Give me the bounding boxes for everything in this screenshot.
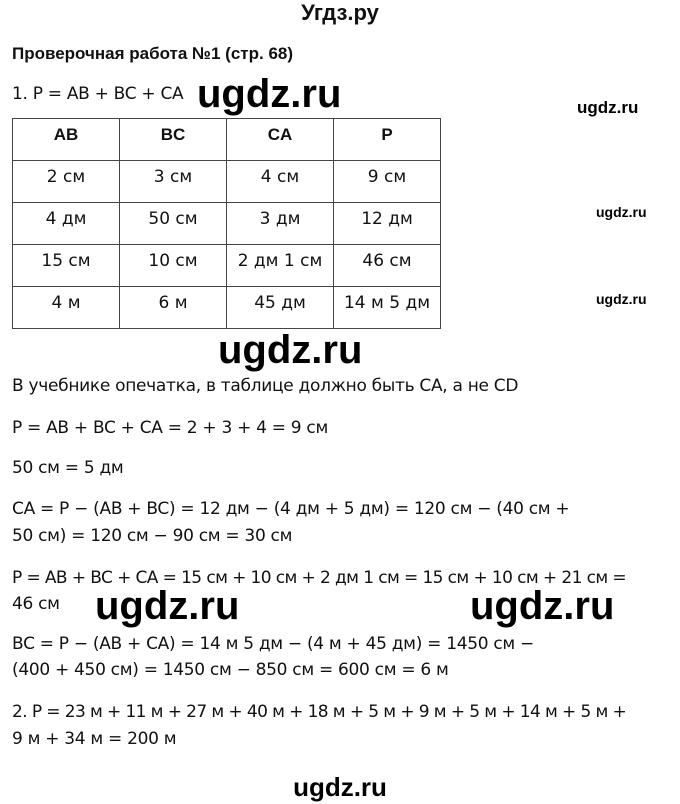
watermark: ugdz.ru bbox=[596, 291, 647, 307]
text-line: P = AB + BC + CA = 2 + 3 + 4 = 9 см bbox=[12, 418, 328, 438]
sides-table bbox=[12, 118, 441, 329]
formula-1: 1. P = AB + BC + CA bbox=[12, 84, 184, 104]
cell: 12 дм bbox=[334, 203, 441, 245]
text-line: CA = P − (AB + BC) = 12 дм − (4 дм + 5 дм) = 120 см − (40 см + bbox=[12, 499, 570, 519]
header-ca: CA bbox=[227, 119, 334, 161]
text-line: 50 см = 5 дм bbox=[12, 458, 124, 478]
table-row bbox=[13, 287, 441, 329]
watermark: ugdz.ru bbox=[197, 72, 342, 116]
header-p: P bbox=[334, 119, 441, 161]
cell: 45 дм bbox=[227, 287, 334, 329]
header-bc: BC bbox=[120, 119, 227, 161]
text-line: 46 см bbox=[12, 594, 60, 614]
text-line: (400 + 450 см) = 1450 см − 850 см = 600 см = 6 м bbox=[12, 660, 449, 680]
watermark: ugdz.ru bbox=[596, 204, 647, 220]
page-title: Проверочная работа №1 (стр. 68) bbox=[12, 44, 294, 63]
cell: 14 м 5 дм bbox=[334, 287, 441, 329]
text-line: BC = P − (AB + CA) = 14 м 5 дм − (4 м + 45 дм) = 1450 см − bbox=[12, 634, 534, 654]
table-row bbox=[13, 245, 441, 287]
cell: 6 м bbox=[120, 287, 227, 329]
text-line: 2. P = 23 м + 11 м + 27 м + 40 м + 18 м + 5 м + 9 м + 5 м + 14 м + 5 м + bbox=[12, 702, 627, 722]
cell: 4 дм bbox=[13, 203, 120, 245]
cell: 3 см bbox=[120, 161, 227, 203]
text-line: 50 см) = 120 см − 90 см = 30 см bbox=[12, 526, 293, 546]
cell: 2 дм 1 см bbox=[227, 245, 334, 287]
watermark: ugdz.ru bbox=[577, 98, 639, 117]
cell: 4 см bbox=[227, 161, 334, 203]
watermark: ugdz.ru bbox=[218, 328, 363, 372]
site-header: Угдз.ру bbox=[301, 0, 379, 25]
cell: 9 см bbox=[334, 161, 441, 203]
cell: 15 см bbox=[13, 245, 120, 287]
text-line: P = AB + BC + CA = 15 см + 10 см + 2 дм 1 см = 15 см + 10 см + 21 см = bbox=[12, 568, 627, 588]
cell: 4 м bbox=[13, 287, 120, 329]
cell: 46 см bbox=[334, 245, 441, 287]
header-ab: AB bbox=[13, 119, 120, 161]
text-line: В учебнике опечатка, в таблице должно быть CA, а не CD bbox=[12, 376, 519, 396]
table-row bbox=[13, 203, 441, 245]
cell: 2 см bbox=[13, 161, 120, 203]
watermark: ugdz.ru bbox=[293, 772, 387, 802]
table-header-row bbox=[13, 119, 441, 161]
text-line: 9 м + 34 м = 200 м bbox=[12, 729, 177, 749]
cell: 3 дм bbox=[227, 203, 334, 245]
watermark: ugdz.ru bbox=[95, 584, 240, 628]
watermark: ugdz.ru bbox=[470, 584, 615, 628]
table-row bbox=[13, 161, 441, 203]
cell: 50 см bbox=[120, 203, 227, 245]
cell: 10 см bbox=[120, 245, 227, 287]
